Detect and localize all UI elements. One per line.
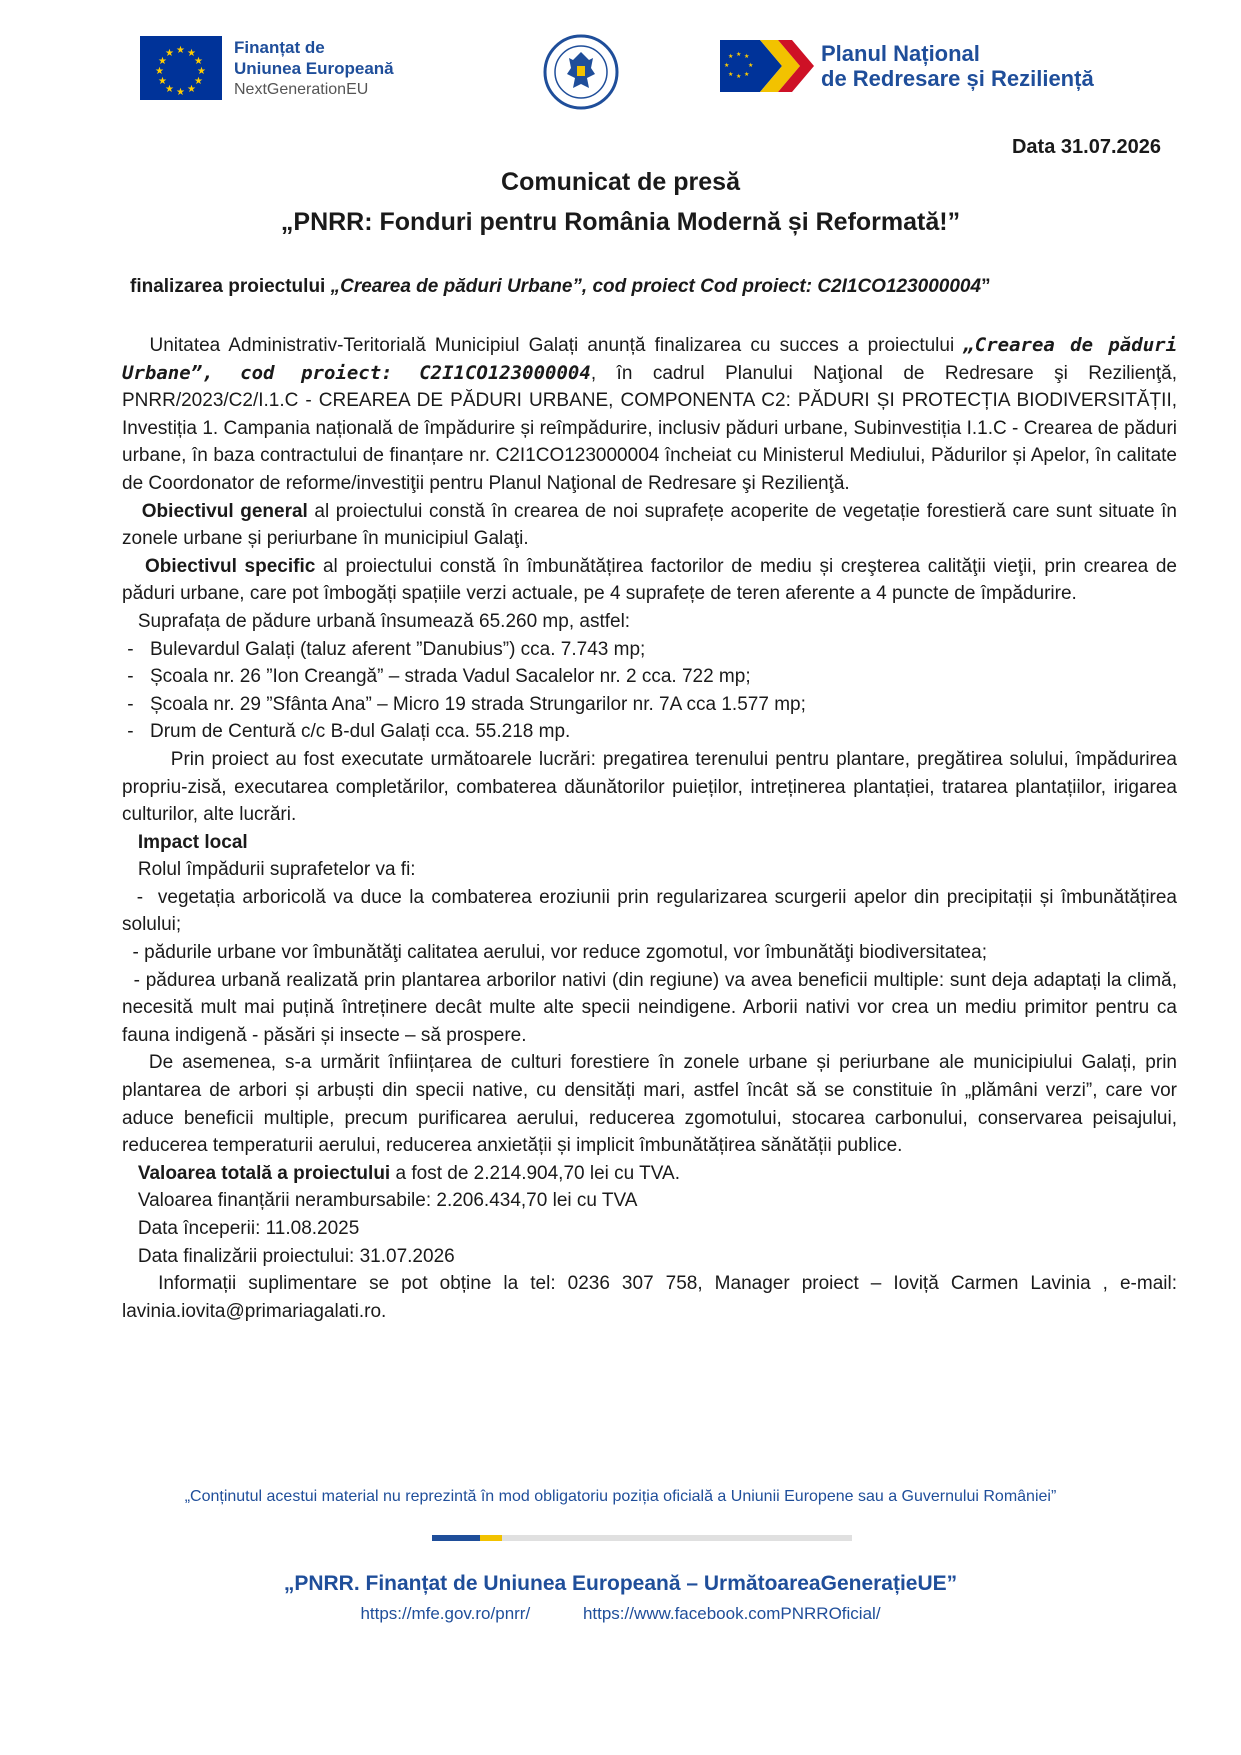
intro-project-name: „Crearea de păduri Urbane”, cod proiect: C2I1CO123000004 — [122, 334, 1178, 384]
surface-paragraph — [122, 608, 1177, 636]
document-title: Comunicat de presă — [501, 168, 740, 196]
svg-text:★: ★ — [748, 63, 754, 69]
surface-text: Suprafața de pădure urbană însumează 65.260 mp, astfel: — [137, 610, 631, 632]
list-item: - Școala nr. 29 ”Sfânta Ana” – Micro 19 strada Strungarilor nr. 7A cca 1.577 mp; — [122, 693, 806, 715]
list-item: - Drum de Centură c/c B-dul Galați cca. 55.218 mp. — [122, 721, 571, 743]
total-value-label: Valoarea totală a proiectului — [137, 1162, 391, 1184]
footer-links — [0, 1604, 1241, 1624]
impact-heading: Impact local — [137, 831, 248, 853]
government-seal-icon — [543, 34, 619, 110]
start-date-line: Data începerii: 11.08.2025 — [137, 1218, 360, 1239]
eu-logo-line3: NextGenerationEU — [234, 80, 369, 98]
list-item: - pădurile urbane vor îmbunătăţi calitatea aerului, vor reduce zgomotul, vor îmbunătăţi biodiversitatea; — [122, 942, 987, 964]
specific-objective-label: Obiectivul specific — [145, 555, 316, 577]
intro-paragraph — [122, 332, 1177, 498]
footer-divider — [432, 1535, 852, 1541]
eu-disclaimer: „Conținutul acestui material nu reprezintă în mod obligatoriu poziția oficială a Uniunii Europene sau a Guvernului României” — [184, 1488, 1057, 1505]
eu-flag-icon: ★ ★ ★ ★ ★ ★ ★ ★ ★ ★ ★ ★ — [140, 36, 222, 100]
pnrr-logo-line2: de Redresare și Reziliență — [821, 66, 1094, 91]
pnrr-logo-line1: Planul Național — [821, 41, 980, 66]
end-date-line: Data finalizării proiectului: 31.07.2026 — [137, 1245, 455, 1267]
list-item: - vegetația arboricolă va duce la combaterea eroziunii prin regularizarea scurgerii apelor din precipitații și îmbunătățirea solului; — [122, 886, 1177, 936]
works-paragraph — [122, 746, 1177, 829]
subtitle-prefix: finalizarea proiectului — [130, 276, 331, 297]
list-item: - Școala nr. 26 ”Ion Creangă” – strada Vadul Sacalelor nr. 2 cca. 722 mp; — [122, 666, 751, 688]
eu-logo-line2: Uniunea Europeană — [234, 58, 394, 78]
eu-funding-logo — [140, 36, 394, 100]
document-slogan: „PNRR: Fonduri pentru România Modernă și Reformată!” — [280, 208, 961, 236]
impact-intro: Rolul împădurii suprafetelor va fi: — [137, 859, 416, 881]
svg-text:★: ★ — [728, 72, 734, 78]
svg-text:★: ★ — [736, 52, 742, 58]
svg-text:★: ★ — [724, 63, 730, 69]
intro-text-start: Unitatea Administrativ-Teritorială Municipiul Galați anunță finalizarea cu succes a proiectului — [149, 335, 964, 356]
intro-text-end: , în cadrul Planului Naţional de Redresare şi Rezilienţă, PNRR/2023/C2/I.1.C - CREAREA DE PĂDURI URBANE, COMPONENTA C2: PĂDURI ȘI PROTECȚIA BIODIVERSITĂȚII, Investiția 1. Campania națională de împădurire și reîmpădurire, inclusiv păduri urbane, Subinvestiția I.1.C - Crearea de păduri urbane, în baza contractului de finanțare nr. C2I1CO123000004 încheiat cu Ministerul Mediului, Pădurilor și Apelor, în calitate de Coordonator de reforme/investiţii pentru Planul Naţional de Redresare şi Rezilienţă. — [122, 362, 1177, 494]
works-text: Prin proiect au fost executate următoarele lucrări: pregatirea terenului pentru plantare, pregătirea solului, împădurirea propriu-zisă, executarea completărilor, combaterea dăunătorilor puieților, intreținerea plantației, tratarea plantațiilor, irigarea culturilor, alte lucrări. — [122, 748, 1177, 826]
facebook-link[interactable]: https://www.facebook.comPNRROficial/ — [582, 1604, 881, 1623]
svg-text:★: ★ — [744, 72, 750, 78]
specific-objective-text: al proiectului constă în îmbunătățirea factorilor de mediu și creşterea calităţii vieţii, prin crearea de păduri urbane, care pot îmbogăți spațiile verzi actuale, pe 4 suprafețe de teren aferente a 4 puncte de împădurire. — [122, 555, 1178, 605]
eu-logo-line1: Finanțat de — [234, 37, 325, 57]
document-date: Data 31.07.2026 — [1011, 136, 1161, 158]
general-objective-paragraph — [122, 498, 1177, 553]
funding-line: Valoarea finanțării nerambursabile: 2.206.434,70 lei cu TVA — [137, 1190, 638, 1212]
list-item: - pădurea urbană realizată prin plantarea arborilor nativi (din regiune) va avea beneficii multiple: sunt deja adaptați la climă, necesită mult mai puțină întreținere decât multe alte specii neindigene. Arborii nativi vor crea un mediu primitor pentru ca fauna indigenă - păsări și insecte – să prospere. — [122, 969, 1177, 1046]
footer-title: „PNRR. Finanțat de Uniunea Europeană – UrmătoareaGenerațieUE” — [283, 1572, 958, 1595]
forestry-paragraph: De asemenea, s-a urmărit înființarea de culturi forestiere în zonele urbane și periurbane ale municipiului Galați, prin plantarea de arbori și arbuști din specii native, cu densități mari, astfel încât să se constituie în „plămâni verzi”, care vor aduce beneficii multiple, precum purificarea aerului, reducerea zgomotului, stocarea carbonului, conservarea peisajului, reducerea temperaturii aerului, reducerea anxietății și implicit îmbunătățirea sănătății publice. — [122, 1052, 1177, 1157]
general-objective-label: Obiectivul general — [141, 500, 308, 522]
specific-objective-paragraph — [122, 553, 1177, 608]
list-item: - Bulevardul Galați (taluz aferent ”Danubius”) cca. 7.743 mp; — [122, 638, 646, 660]
document-body — [122, 332, 1177, 1325]
subtitle-suffix: ” — [981, 276, 991, 297]
subtitle-project-name: „Crearea de păduri Urbane”, cod proiect Cod proiect: C2I1CO123000004 — [330, 276, 982, 297]
pnrr-flag-arrow-icon — [720, 40, 815, 92]
total-value-text: a fost de 2.214.904,70 lei cu TVA. — [390, 1162, 680, 1184]
pnrr-logo — [720, 40, 1094, 92]
contact-line: Informații suplimentare se pot obține la tel: 0236 307 758, Manager proiect – Ioviță Carmen Lavinia , e-mail: lavinia.iovita@primariagalati.ro. — [122, 1273, 1177, 1322]
project-subtitle — [130, 276, 991, 298]
svg-text:★: ★ — [744, 54, 750, 60]
mfe-link[interactable]: https://mfe.gov.ro/pnrr/ — [360, 1604, 531, 1623]
general-objective-text: al proiectului constă în crearea de noi suprafețe acoperite de vegetație forestieră care sunt situate în zonele urbane și periurbane în municipiul Galaţi. — [122, 500, 1177, 550]
svg-text:★: ★ — [736, 74, 742, 80]
svg-text:★: ★ — [728, 54, 734, 60]
total-value-line — [122, 1160, 1177, 1188]
